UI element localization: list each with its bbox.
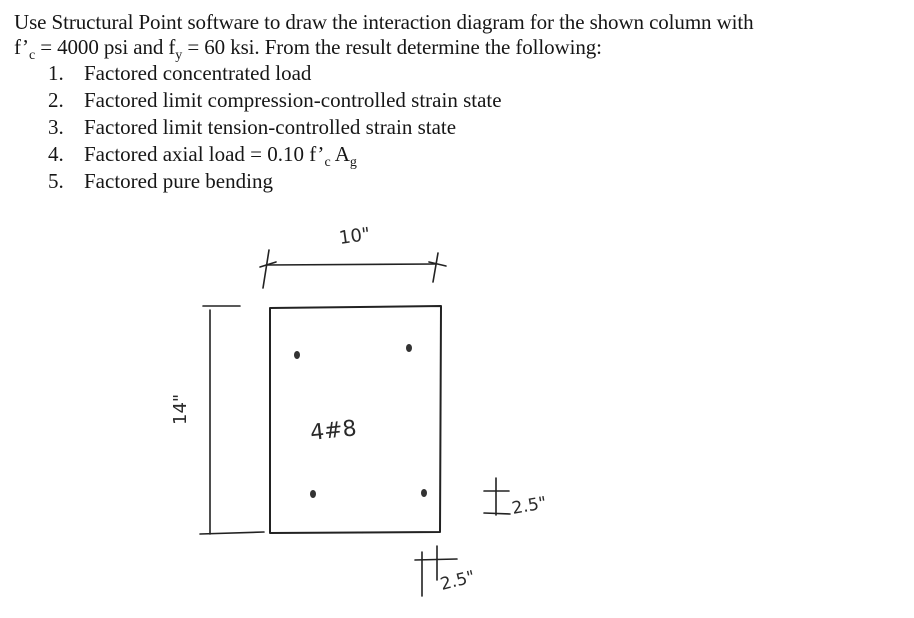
task-number: 2. [48, 88, 64, 112]
rebar-label: 4#8 [309, 416, 358, 446]
task-number: 3. [48, 115, 64, 139]
task-number: 5. [48, 169, 64, 193]
task-text: Factored limit tension-controlled strain state [84, 115, 457, 139]
rebar-top-left [294, 351, 300, 359]
problem-line-1: Use Structural Point software to draw the interaction diagram for the shown column with [14, 10, 754, 34]
width-tick-left [263, 250, 269, 288]
task-number: 4. [48, 142, 64, 166]
height-dimension [200, 306, 264, 534]
ag-subscript: g [349, 155, 357, 171]
side-cover-dimension [484, 478, 510, 515]
task-text: Factored limit compression-controlled strain state [84, 88, 502, 112]
fc-subscript: c [324, 155, 331, 171]
cover-side-label: 2.5" [510, 493, 549, 519]
rebar-bottom-left [310, 490, 316, 498]
width-dimension-line [266, 264, 436, 265]
rebar-top-right [406, 344, 412, 352]
width-label: 10" [337, 223, 372, 249]
task-text: Factored pure bending [84, 169, 273, 193]
task-number: 1. [48, 61, 64, 85]
cover-bottom-label: 2.5" [438, 567, 478, 595]
task-text: Factored axial load = 0.10 f’ [84, 142, 325, 166]
fy-subscript: y [175, 48, 183, 64]
fc-subscript: c [28, 48, 36, 64]
rebar-bottom-right [421, 489, 427, 497]
fc-symbol: f’ [14, 35, 29, 59]
fy-rest: = 60 ksi. From the result determine the following: [182, 35, 602, 59]
area-symbol: A [330, 142, 350, 166]
fc-value: = 4000 psi and f [35, 35, 176, 59]
height-label: 14" [170, 393, 191, 425]
width-tick-right [433, 253, 438, 282]
width-dimension [260, 250, 446, 288]
task-text: Factored concentrated load [84, 61, 312, 85]
